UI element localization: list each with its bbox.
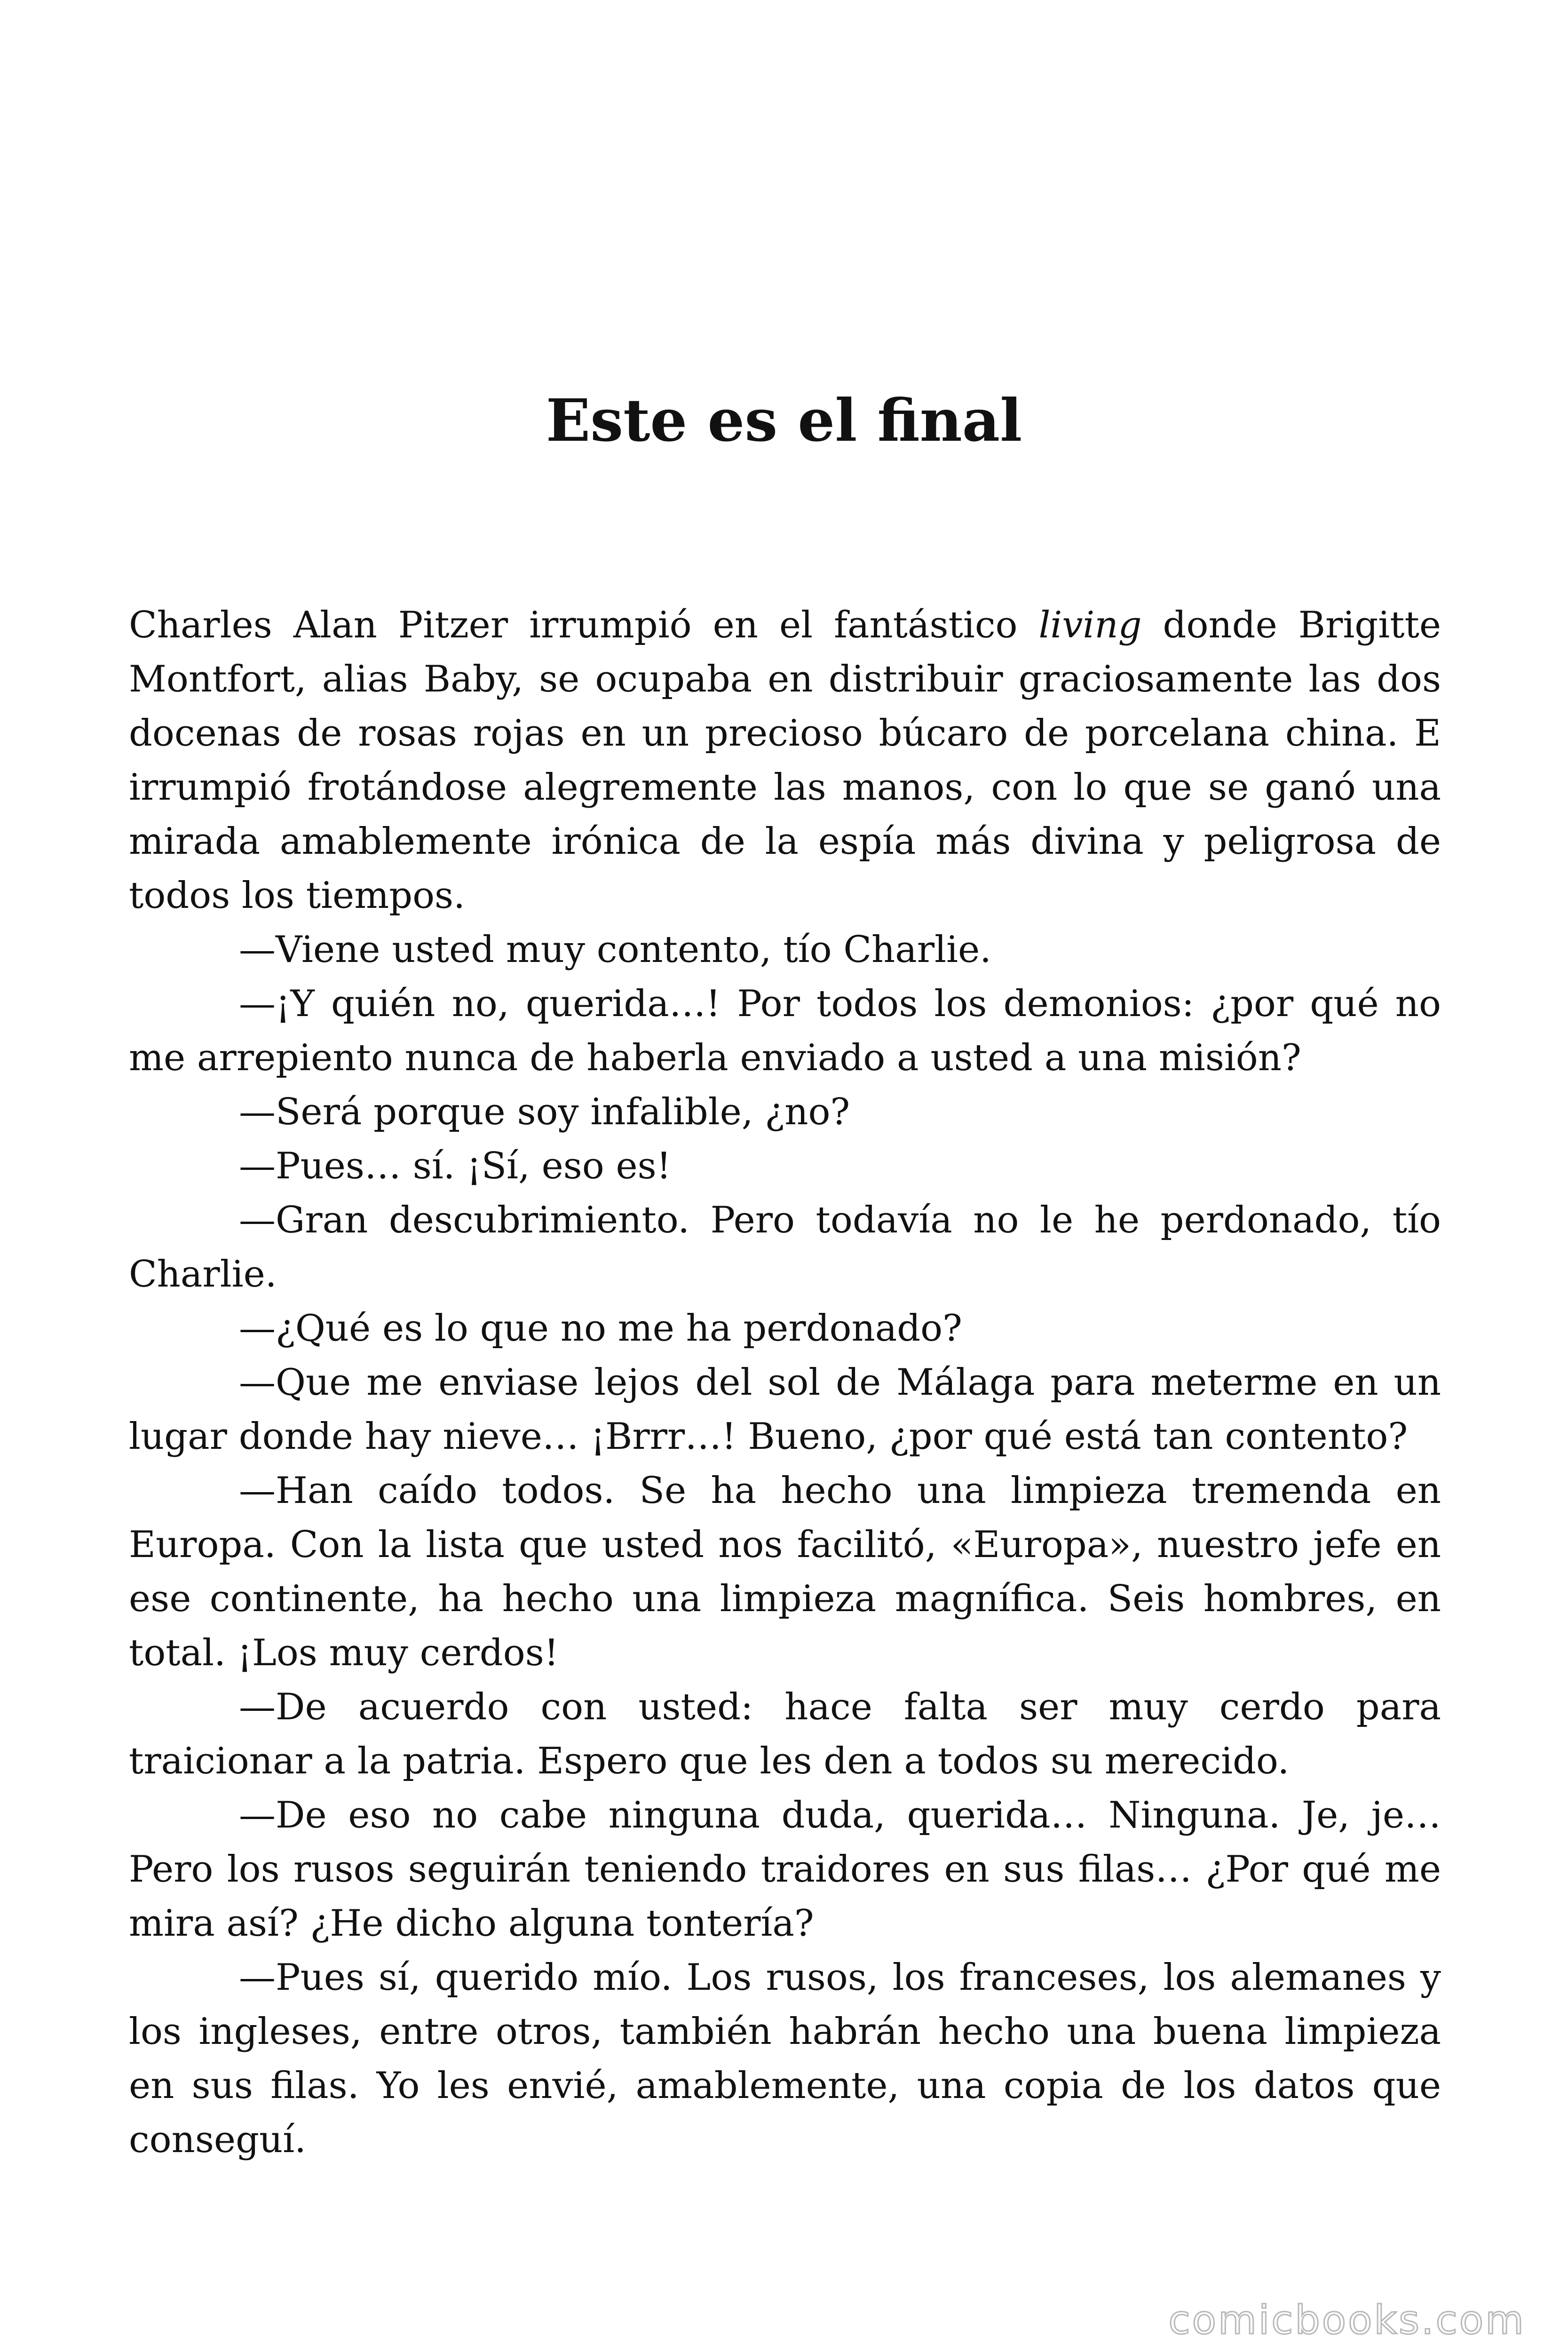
italic-word: living (1038, 604, 1142, 646)
dialogue-paragraph: —Viene usted muy contento, tío Charlie. (239, 929, 991, 971)
dialogue-paragraph: —Pues sí, querido mío. Los rusos, los franceses, los alemanes y los ingleses, entre otros, también habrán hecho una buena limpieza en sus filas. Yo les envié, amablemente, una copia de los datos que conseguí. (129, 1956, 1441, 2161)
dialogue-paragraph: —¿Qué es lo que no me ha perdonado? (239, 1307, 962, 1350)
dialogue-paragraph: —Gran descubrimiento. Pero todavía no le he perdonado, tío Charlie. (129, 1199, 1441, 1295)
dialogue-paragraph: —Que me enviase lejos del sol de Málaga para meterme en un lugar donde hay nieve… ¡Brrr…! Bueno, ¿por qué está tan contento? (129, 1361, 1441, 1458)
paragraph-text: Charles Alan Pitzer irrumpió en el fantástico (129, 604, 1039, 646)
dialogue-paragraph: —¡Y quién no, querida…! Por todos los demonios: ¿por qué no me arrepiento nunca de haberla enviado a usted a una misión? (129, 983, 1441, 1079)
dialogue-paragraph: —Pues… sí. ¡Sí, eso es! (239, 1145, 672, 1187)
chapter-title: Este es el final (546, 387, 1022, 455)
opening-paragraph (129, 598, 1441, 923)
dialogue-paragraph: —Han caído todos. Se ha hecho una limpieza tremenda en Europa. Con la lista que usted nos facilitó, «Europa», nuestro jefe en ese continente, ha hecho una limpieza magnífica. Seis hombres, en total. ¡Los muy cerdos! (129, 1470, 1441, 1674)
dialogue-paragraph: —De eso no cabe ninguna duda, querida… Ninguna. Je, je… Pero los rusos seguirán teniendo traidores en sus filas… ¿Por qué me mira así? ¿He dicho alguna tontería? (129, 1794, 1441, 1945)
paragraph-text: donde Brigitte Montfort, alias Baby, se ocupaba en distribuir graciosamente las dos docenas de rosas rojas en un precioso búcaro de porcelana china. E irrumpió frotándose alegremente las manos, con lo que se ganó una mirada amablemente irónica de la espía más divina y peligrosa de todos los tiempos. (129, 604, 1441, 917)
site-watermark: comicbooks.com (1168, 2297, 1526, 2343)
chapter-body (129, 598, 1441, 2167)
dialogue-paragraph: —De acuerdo con usted: hace falta ser muy cerdo para traicionar a la patria. Espero que les den a todos su merecido. (129, 1686, 1441, 1782)
dialogue-paragraph: —Será porque soy infalible, ¿no? (239, 1091, 850, 1133)
